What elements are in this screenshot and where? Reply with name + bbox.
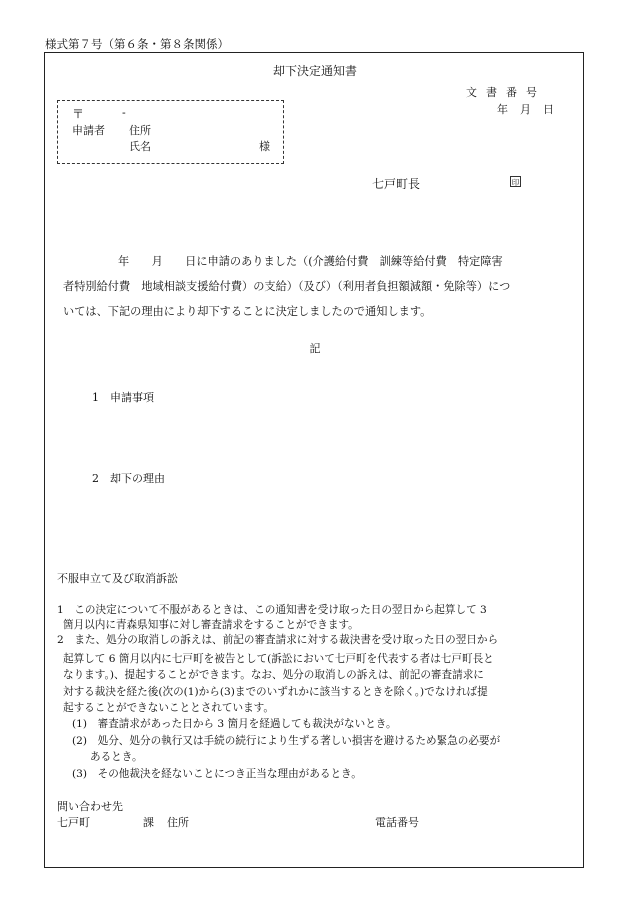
- notice-body-line: 年 月 日に申請のありました（(介護給付費 訓練等給付費 特定障害: [118, 255, 503, 268]
- address-label: 住所: [129, 124, 151, 137]
- notice-body-line: いては、下記の理由により却下することに決定しましたので通知します。: [63, 305, 432, 318]
- appeal-section-heading: 不服申立て及び取消訴訟: [57, 572, 178, 585]
- postal-code-dash: -: [122, 106, 126, 119]
- appeal-note-line: 起することができないこととされています。: [63, 702, 275, 714]
- contact-department: 課: [143, 816, 154, 829]
- appeal-note-line: 箇月以内に青森県知事に対し審査請求をすることができます。: [63, 619, 359, 631]
- item-rejection-reason: 2 却下の理由: [92, 472, 165, 485]
- date-day: 日: [543, 103, 554, 116]
- contact-town: 七戸町: [57, 816, 90, 829]
- postal-mark: 〒: [72, 107, 85, 121]
- appeal-note-line: 2 また、処分の取消しの訴えは、前記の審査請求に対する裁決書を受け取った日の翌日から: [57, 634, 499, 646]
- document-title: 却下決定通知書: [272, 64, 357, 78]
- seal-label: 印: [511, 178, 520, 187]
- seal-stamp-icon: [510, 176, 521, 187]
- ki-heading: 記: [309, 342, 321, 355]
- item-application-matter: 1 申請事項: [92, 391, 154, 404]
- document-number-label: 文書番号: [466, 86, 546, 99]
- notice-body-line: 者特別給付費 地域相談支援給付費）の支給）（及び）（利用者負担額減額・免除等）につ: [63, 280, 511, 293]
- appeal-exception-item: あるとき。: [90, 751, 143, 763]
- honorific-label: 様: [259, 140, 270, 153]
- contact-address: 住所: [167, 816, 189, 829]
- contact-heading: 問い合わせ先: [57, 800, 123, 813]
- appeal-note-line: 対する裁決を経た後(次の(1)から(3)までのいずれかに該当するときを除く。)でなければ提: [63, 686, 488, 698]
- date-month: 月: [520, 103, 531, 116]
- form-number-label: 様式第７号（第６条・第８条関係）: [45, 37, 229, 51]
- name-label: 氏名: [129, 140, 151, 153]
- issuer-mayor: 七戸町長: [372, 177, 421, 191]
- appeal-exception-item: (2) 処分、処分の執行又は手続の続行により生ずる著しい損害を避けるため緊急の必要が: [72, 735, 501, 747]
- appeal-exception-item: (1) 審査請求があった日から 3 箇月を経過しても裁決がないとき。: [72, 718, 397, 730]
- appeal-exception-item: (3) その他裁決を経ないことにつき正当な理由があるとき。: [72, 768, 362, 780]
- issue-date: [497, 101, 554, 117]
- appeal-note-line: なります。)、提起することができます。なお、処分の取消しの訴えは、前記の審査請求に: [63, 669, 484, 681]
- applicant-label: 申請者: [72, 124, 105, 137]
- date-year: 年: [497, 103, 508, 116]
- appeal-note-line: 起算して 6 箇月以内に七戸町を被告として(訴訟において七戸町を代表する者は七戸町長と: [63, 653, 494, 665]
- contact-phone: 電話番号: [375, 816, 419, 829]
- appeal-note-line: 1 この決定について不服があるときは、この通知書を受け取った日の翌日から起算して 3: [57, 604, 487, 616]
